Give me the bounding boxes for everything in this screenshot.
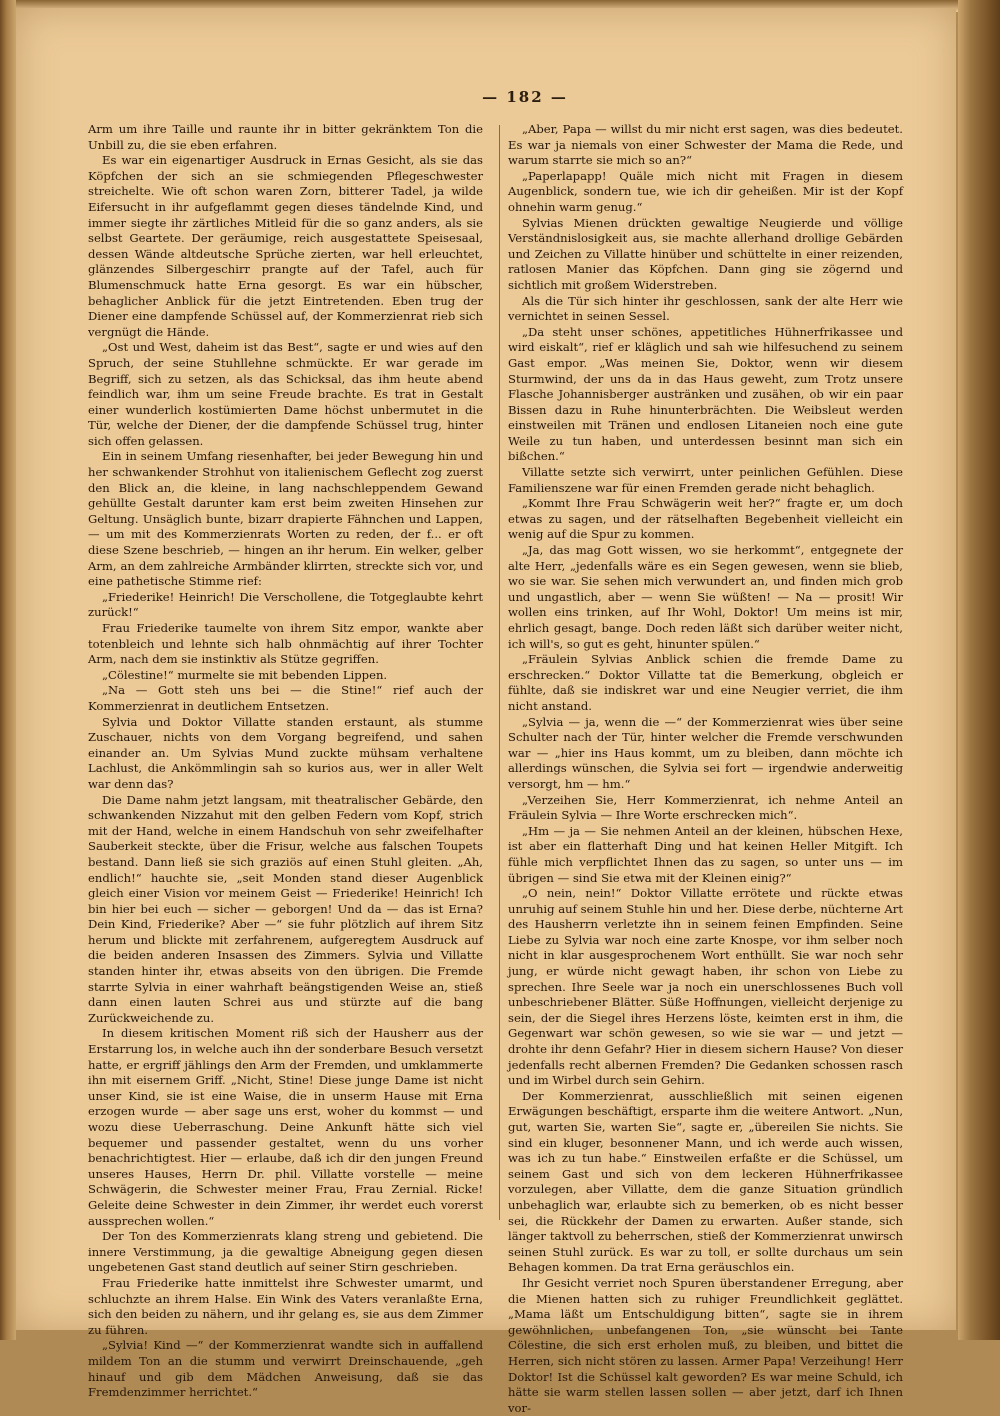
- book-binding-left: [0, 0, 16, 1340]
- paragraph: „Friederike! Heinrich! Die Verschollene, die Totgeglaubte kehrt zurück!“: [88, 589, 483, 620]
- paragraph: Es war ein eigenartiger Ausdruck in Ernas Gesicht, als sie das Köpfchen der sich an sie schmiegenden Pflegeschwester streichelte. Wie oft schon waren Zorn, bitterer Tadel, ja wilde Eifersucht in ihr aufgeflammt gegen dieses tändelnde Kind, und immer siegte ihr zärtliches Mitleid für die so ganz anders, als sie selbst Geartete. Der geräumige, reich ausgestattete Speisesaal, dessen Wände altdeutsche Sprüche zierten, war hell erleuchtet, glänzendes Silbergeschirr prangte auf der Tafel, auch für Blumenschmuck hatte Erna gesorgt. Es war ein hübscher, behaglicher Anblick für die jetzt Eintretenden. Eben trug der Diener eine dampfende Schüssel auf, der Kommerzienrat rieb sich vergnügt die Hände.: [88, 153, 483, 339]
- paragraph: Frau Friederike hatte inmittelst ihre Schwester umarmt, und schluchzte an ihrem Halse. Ein Wink des Vaters veranlaßte Erna, sich den beiden zu nähern, und ihr gelang es, sie aus dem Zimmer zu führen.: [88, 1275, 483, 1337]
- paragraph: „Kommt Ihre Frau Schwägerin weit her?“ fragte er, um doch etwas zu sagen, und der rätselhaften Begebenheit vielleicht ein wenig auf die Spur zu kommen.: [508, 496, 903, 542]
- page-number: — 182 —: [482, 88, 568, 106]
- paragraph: „Fräulein Sylvias Anblick schien die fremde Dame zu erschrecken.“ Doktor Villatte tat die Bemerkung, obgleich er fühlte, daß sie indiskret war und eine Neugier verriet, die ihm nicht anstand.: [508, 652, 903, 713]
- paragraph: Frau Friederike taumelte von ihrem Sitz empor, wankte aber totenbleich und lehnte sich halb ohnmächtig auf ihrer Tochter Arm, nach dem sie instinktiv als Stütze gegriffen.: [88, 621, 483, 667]
- paragraph: Der Kommerzienrat, ausschließlich mit seinen eigenen Erwägungen beschäftigt, ersparte ihm die weitere Antwort. „Nun, gut, warten Sie, warten Sie“, sagte er, „übereilen Sie nichts. Sie sind ein kluger, besonnener Mann, und ich werde auch wissen, was ich zu tun habe.“ Einstweilen erfaßte er die Schüssel, um seinem Gast und sich von dem leckeren Hühnerfrikassee vorzulegen, aber Villatte, dem die ganze Situation gründlich unbehaglich war, erlaubte sich zu bemerken, ob es nicht besser sei, die Rückkehr der Damen zu erwarten. Außer stande, sich länger taktvoll zu beherrschen, stieß der Kommerzienrat unwirsch seinen Stuhl zurück. Es war zu toll, er sollte durchaus um sein Behagen kommen. Da trat Erna geräuschlos ein.: [508, 1088, 903, 1275]
- paragraph: „Cölestine!“ murmelte sie mit bebenden Lippen.: [102, 667, 388, 682]
- paragraph: Der Ton des Kommerzienrats klang streng und gebietend. Die innere Verstimmung, ja die gewaltige Abneigung gegen diesen ungebetenen Gast stand deutlich auf seiner Stirn geschrieben.: [88, 1229, 483, 1275]
- paragraph: „Sylvia — ja, wenn die —“ der Kommerzienrat wies über seine Schulter nach der Tür, hinter welcher die Fremde verschwunden war — „hier ins Haus kommt, um zu bleiben, dann möchte ich allerdings wünschen, die Sylvia sei fort — irgendwie anderweitig versorgt, hm — hm.“: [508, 714, 903, 791]
- column-divider: [499, 125, 500, 1220]
- paragraph: „Aber, Papa — willst du mir nicht erst sagen, was dies bedeutet. Es war ja niemals von einer Schwester der Mama die Rede, und warum starrte sie mich so an?“: [508, 122, 903, 168]
- paragraph: Ihr Gesicht verriet noch Spuren überstandener Erregung, aber die Mienen hatten sich zu ruhiger Freundlichkeit geglättet. „Mama läßt um Entschuldigung bitten“, sagte sie in ihrem gewöhnlichen, unbefangenen Ton, „sie wünscht bei Tante Cölestine, die sich erst erholen muß, zu bleiben, und bittet die Herren, sich nicht stören zu lassen. Armer Papa! Verzeihung! Herr Doktor! Ist die Schüssel kalt geworden? Es war meine Schuld, ich hätte sie warm stellen lassen sollen — aber jetzt, darf ich Ihnen vor-: [508, 1275, 903, 1415]
- paragraph: Ein in seinem Umfang riesenhafter, bei jeder Bewegung hin und her schwankender Strohhut von italienischem Geflecht zog zuerst den Blick an, die kleine, in lang nachschleppendem Gewand gehüllte Gestalt darunter kam erst beim zweiten Hinsehen zur Geltung. Unsäglich bunte, bizarr drapierte Fähnchen und Lappen, — um mit des Kommerzienrats Worten zu reden, der f... er oft diese Szene beschrieb, — hingen an ihr herum. Ein welker, gelber Arm, an dem zahlreiche Armbänder klirrten, streckte sich vor, und eine pathetische Stimme rief:: [88, 449, 483, 589]
- paragraph: Sylvias Mienen drückten gewaltige Neugierde und völlige Verständnislosigkeit aus, sie machte allerhand drollige Gebärden und Zeichen zu Villatte hinüber und schüttelte in einer reizenden, ratlosen Manier das Köpfchen. Dann ging sie zögernd und sichtlich mit großem Widerstreben.: [508, 215, 903, 292]
- paragraph: In diesem kritischen Moment riß sich der Hausherr aus der Erstarrung los, in welche auch ihn der sonderbare Besuch versetzt hatte, er ergriff jählings den Arm der Fremden, und umklammerte ihn mit eisernem Griff. „Nicht, Stine! Diese junge Dame ist nicht unser Kind, sie ist eine Waise, die in unserm Hause mit Erna erzogen wurde — aber sage uns erst, woher du kommst — und wozu diese Ueberraschung. Deine Ankunft hätte sich viel bequemer und passender gestaltet, wenn du uns vorher benachrichtigtest. Hier — erlaube, daß ich dir den jungen Freund unseres Hauses, Herrn Dr. phil. Villatte vorstelle — meine Schwägerin, die Schwester meiner Frau, Frau Zernial. Ricke! Geleite deine Schwester in dein Zimmer, ihr werdet euch vorerst aussprechen wollen.“: [88, 1026, 483, 1228]
- paragraph: Sylvia und Doktor Villatte standen erstaunt, als stumme Zuschauer, nichts von dem Vorgang begreifend, und sahen einander an. Um Sylvias Mund zuckte mühsam verhaltene Lachlust, die Ankömmlingin sah so kurios aus, wer in aller Welt war denn das?: [88, 714, 483, 791]
- paragraph: Villatte setzte sich verwirrt, unter peinlichen Gefühlen. Diese Familienszene war für einen Fremden gerade nicht behaglich.: [508, 465, 903, 495]
- paragraph: „Na — Gott steh uns bei — die Stine!“ rief auch der Kommerzienrat in deutlichem Entsetzen.: [88, 683, 483, 713]
- paragraph: „Paperlapapp! Quäle mich nicht mit Fragen in diesem Augenblick, sondern tue, wie ich dir geheißen. Mir ist der Kopf ohnehin warm genug.“: [508, 168, 903, 214]
- paragraph: „Ost und West, daheim ist das Best“, sagte er und wies auf den Spruch, der seine Stuhllehne schmückte. Er war gerade im Begriff, sich zu setzen, als das Schicksal, das ihm heute abend feindlich war, ihm um seine Freude brachte. Es trat in Gestalt einer wunderlich kostümierten Dame höchst unbermutet in die Tür, welche der Diener, der die dampfende Schüssel trug, hinter sich offen gelassen.: [88, 340, 483, 448]
- paragraph: „Verzeihen Sie, Herr Kommerzienrat, ich nehme Anteil an Fräulein Sylvia — Ihre Worte erschrecken mich“.: [508, 792, 903, 823]
- paragraph: „Hm — ja — Sie nehmen Anteil an der kleinen, hübschen Hexe, ist aber ein flatterhaft Ding und hat keinen Heller Mitgift. Ich fühle mich verpflichtet Ihnen das zu sagen, so unter uns — im übrigen — sind Sie etwa mit der Kleinen einig?“: [508, 823, 903, 885]
- paragraph: „Sylvia! Kind —“ der Kommerzienrat wandte sich in auffallend mildem Ton an die stumm und verwirrt Dreinschauende, „geh hinauf und gib dem Mädchen Anweisung, daß sie das Fremdenzimmer herrichtet.“: [88, 1338, 483, 1400]
- left-column: [88, 122, 483, 1400]
- right-column: [508, 122, 903, 1415]
- paragraph: Arm um ihre Taille und raunte ihr in bitter gekränktem Ton die Unbill zu, die sie eben erfahren.: [88, 122, 483, 152]
- paragraph: Als die Tür sich hinter ihr geschlossen, sank der alte Herr wie vernichtet in seinen Sessel.: [508, 293, 903, 324]
- book-edge-right: [958, 0, 1000, 1340]
- paragraph: „O nein, nein!“ Doktor Villatte errötete und rückte etwas unruhig auf seinem Stuhle hin und her. Diese derbe, nüchterne Art des Hausherrn verletzte ihn in seinem feinen Empfinden. Seine Liebe zu Sylvia war noch eine zarte Knospe, vor ihm selber noch nicht in klar ausgesprochenem Wort enthüllt. Sie war noch sehr jung, er würde nicht gewagt haben, ihr schon von Liebe zu sprechen. Ihre Seele war ja noch ein unerschlossenes Buch voll unbeschriebener Blätter. Süße Hoffnungen, vielleicht derjenige zu sein, der die Siegel ihres Herzens löste, keimten erst in ihm, die Gegenwart war schön gewesen, so wie sie war — und jetzt — drohte ihr denn Gefahr? Hier in diesem sichern Hause? Von dieser jedenfalls recht albernen Fremden? Die Gedanken schossen rasch und im Wirbel durch sein Gehirn.: [508, 886, 903, 1088]
- paragraph: „Ja, das mag Gott wissen, wo sie herkommt“, entgegnete der alte Herr, „jedenfalls wäre es ein Segen gewesen, wenn sie blieb, wo sie war. Sie sehen mich verwundert an, und finden mich grob und ungastlich, aber — wenn Sie wüßten! — Na — prosit! Wir wollen eins trinken, auf Ihr Wohl, Doktor! Um meins ist mir, ehrlich gesagt, bange. Doch reden läßt sich darüber weiter nicht, ich will's, so gut es geht, hinunter spülen.“: [508, 543, 903, 651]
- paragraph: Die Dame nahm jetzt langsam, mit theatralischer Gebärde, den schwankenden Nizzahut mit den gelben Federn vom Kopf, strich mit der Hand, welche in einem Handschuh von sehr zweifelhafter Sauberkeit steckte, über die Frisur, welche aus falschen Toupets bestand. Dann ließ sie sich graziös auf einen Stuhl gleiten. „Ah, endlich!“ hauchte sie, „seit Monden stand dieser Augenblick gleich einer Vision vor meinem Geist — Friederike! Heinrich! Ich bin hier bei euch — sicher — geborgen! Und da — das ist Erna? Dein Kind, Friederike? Aber —“ sie fuhr plötzlich auf ihrem Sitz herum und blickte mit zerfahrenem, aufgeregtem Ausdruck auf die beiden anderen Insassen des Zimmers. Sylvia und Villatte standen hinter ihr, etwas abseits von den übrigen. Die Fremde starrte Sylvia in einer wahrhaft beängstigenden Weise an, stieß dann einen lauten Schrei aus und stürzte auf die bang Zurückweichende zu.: [88, 792, 483, 1025]
- paragraph: „Da steht unser schönes, appetitliches Hühnerfrikassee und wird eiskalt“, rief er kläglich und sah wie hilfesuchend zu seinem Gast empor. „Was meinen Sie, Doktor, wenn wir diesem Sturmwind, der uns da in das Haus geweht, zum Trotz unsere Flasche Johannisberger austränken und zusähen, ob wir ein paar Bissen dazu in Ruhe hinunterbrächten. Die Weibsleut werden einstweilen mit Tränen und endlosen Litaneien noch eine gute Weile zu tun haben, und unterdessen besinnt man sich ein bißchen.“: [508, 324, 903, 464]
